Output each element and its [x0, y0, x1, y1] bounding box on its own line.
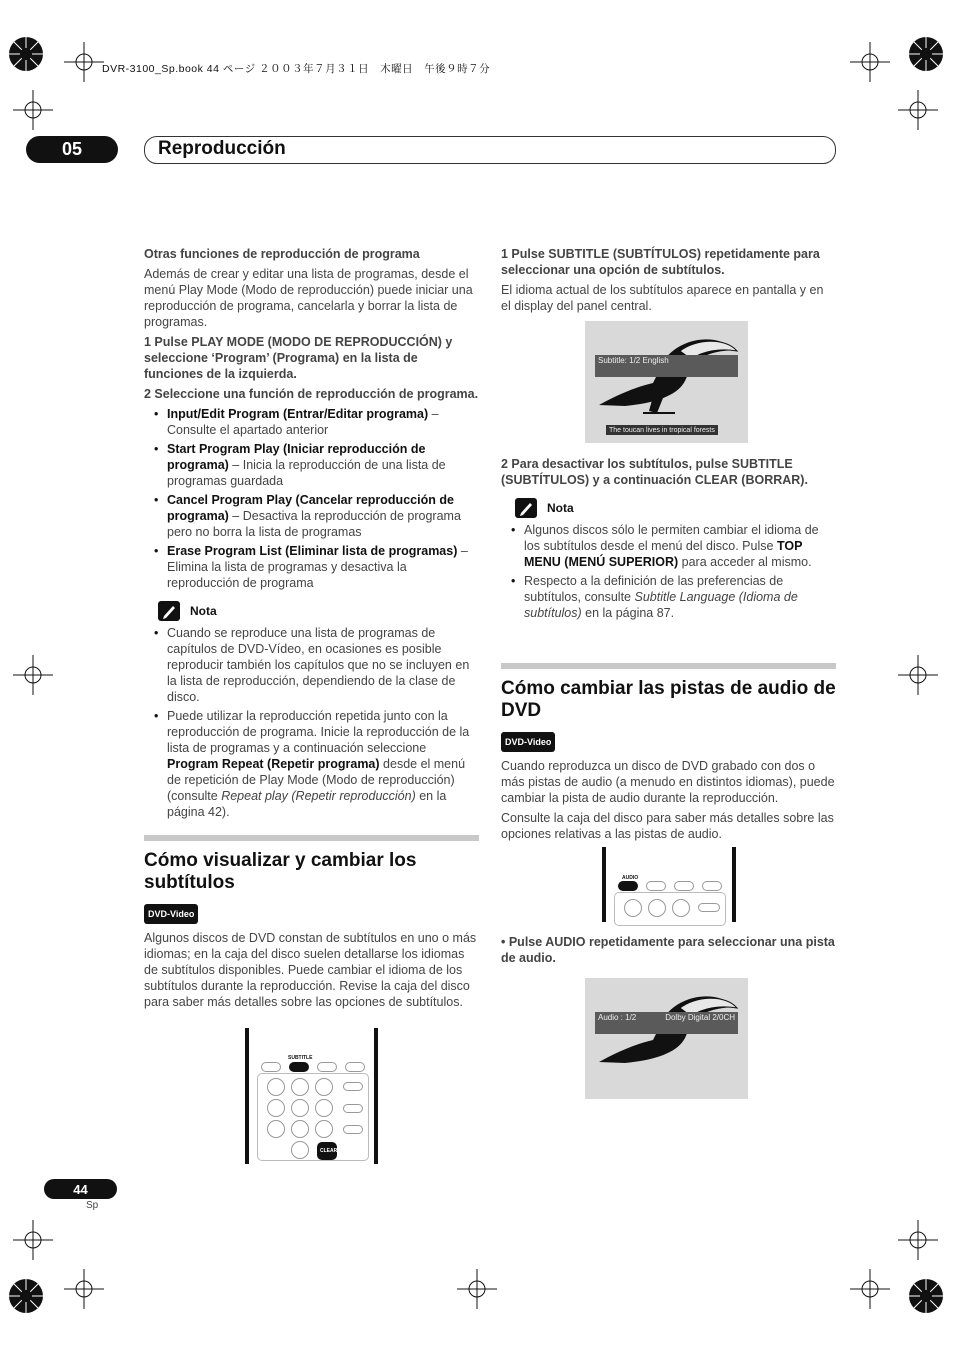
crosshair-mark-left-middle [13, 655, 53, 695]
crosshair-mark-left-lower [13, 1220, 53, 1260]
bullet-label: Erase Program List (Eliminar lista de programas) [167, 544, 458, 558]
registration-mark-top-left [6, 34, 46, 74]
note-item [144, 708, 479, 820]
subtitle-step-2: 2 Para desactivar los subtítulos, pulse SUBTITLE (SUBTÍTULOS) y a continuación CLEAR (BORRAR). [501, 457, 808, 487]
subtitle-step-1-body: El idioma actual de los subtítulos aparece en pantalla y en el display del panel central. [501, 283, 824, 313]
remote-illustration-audio [602, 847, 736, 922]
step-1-play-mode: 1 Pulse PLAY MODE (MODO DE REPRODUCCIÓN) y seleccione ‘Program’ (Programa) en la lista de funciones de la izquierda. [144, 335, 453, 381]
clear-button-label: CLEAR [320, 1148, 338, 1154]
nota-label: Nota [190, 604, 217, 618]
step-2-select-function: 2 Seleccione una función de reproducción de programa. [144, 387, 479, 401]
bullet-label: Cancel Program Play (Cancelar reproducción de programa) [167, 493, 454, 523]
audio-button-label: AUDIO [622, 875, 639, 881]
audio-osd-format: Dolby Digital 2/0CH [665, 1013, 735, 1022]
note-italic: Repeat play (Repetir reproducción) [221, 789, 416, 803]
registration-mark-bottom-right [906, 1276, 946, 1316]
other-functions-intro: Además de crear y editar una lista de programas, desde el menú Play Mode (Modo de reproducción) puede iniciar una reproducción de programa, cancelarla y borrar la lista de programas. [144, 267, 473, 329]
toucan-image [585, 978, 748, 1099]
subtitles-section-title: Cómo visualizar y cambiar los subtítulos [144, 850, 417, 893]
note-italic: Subtitle Language (Idioma de subtítulos) [524, 590, 798, 620]
bullet-text: – Desactiva la reproducción de programa pero no borra la lista de programas [167, 509, 461, 539]
subtitle-step-1: 1 Pulse SUBTITLE (SUBTÍTULOS) repetidamente para seleccionar una opción de subtítulos. [501, 247, 820, 277]
remote-button [343, 1104, 363, 1113]
left-column [144, 246, 479, 1014]
crosshair-mark-right-upper [898, 90, 938, 130]
remote-number-key [315, 1099, 333, 1117]
note-item [501, 522, 836, 570]
nota-label: Nota [547, 501, 574, 515]
subtitle-remote-button [289, 1062, 309, 1072]
remote-number-key [291, 1099, 309, 1117]
remote-button [702, 881, 722, 891]
crosshair-mark-bottom-right [850, 1269, 890, 1309]
crosshair-mark-bottom-left [64, 1269, 104, 1309]
section-rule [501, 663, 836, 669]
note-text: Respecto a la definición de las preferencias de subtítulos, consulte [524, 574, 784, 604]
note-text: en la página 87. [581, 606, 675, 620]
crosshair-mark-top-center-left [64, 42, 104, 82]
right-column-audio [501, 663, 836, 846]
note-item: • Cuando se reproduce una lista de programas de capítulos de DVD-Vídeo, en ocasiones es posible reproducir también los capítulos que no se incluyen en la lista de reproducción, dependiendo de la clase de disco. [144, 625, 479, 705]
tv-screen-audio [585, 978, 748, 1099]
crosshair-mark-right-lower [898, 1220, 938, 1260]
right-column-top [501, 246, 836, 318]
crosshair-mark-left-upper [13, 90, 53, 130]
chapter-number-badge: 05 [26, 136, 118, 163]
remote-illustration-subtitle [245, 1028, 378, 1164]
registration-mark-bottom-left [6, 1276, 46, 1316]
bullet-label: Start Program Play (Iniciar reproducción de programa) [167, 442, 426, 472]
right-column-middle [501, 456, 836, 624]
remote-number-key [624, 899, 642, 917]
nota-header [158, 601, 479, 621]
remote-number-key [672, 899, 690, 917]
note-text: para acceder al mismo. [678, 555, 812, 569]
remote-number-key [291, 1141, 309, 1159]
remote-number-key [291, 1078, 309, 1096]
remote-number-key [315, 1078, 333, 1096]
crosshair-mark-top-right [850, 42, 890, 82]
audio-step-instruction: • Pulse AUDIO repetidamente para seleccionar una pista de audio. [501, 935, 835, 965]
remote-button [343, 1125, 363, 1134]
chapter-title: Reproducción [158, 138, 286, 159]
list-item [144, 406, 479, 438]
subtitle-caption: The toucan lives in tropical forests [606, 425, 718, 435]
pencil-note-icon [515, 498, 537, 518]
subtitle-button-label: SUBTITLE [288, 1055, 313, 1061]
list-item [144, 492, 479, 540]
note-text: Puede utilizar la reproducción repetida junto con la reproducción de programa. Inicie la reproducción de la lista de programas y a continuación seleccione [167, 709, 470, 755]
note-text: Algunos discos sólo le permiten cambiar el idioma de los subtítulos desde el menú del disco. Pulse [524, 523, 819, 553]
print-header: DVR-3100_Sp.book 44 ページ ２００３年７月３１日 木曜日 午後９時７分 [102, 63, 491, 75]
bullet-text: – Inicia la reproducción de una lista de programas guardada [167, 458, 446, 488]
note-text: en la página 42). [167, 789, 447, 819]
page-number-badge: 44 [44, 1179, 117, 1199]
other-functions-heading: Otras funciones de reproducción de programa [144, 247, 420, 261]
bullet-label: Input/Edit Program (Entrar/Editar programa) [167, 407, 429, 421]
audio-section-title: Cómo cambiar las pistas de audio de DVD [501, 678, 836, 721]
audio-osd-bar [595, 1012, 738, 1034]
dvd-video-badge: DVD-Video [144, 904, 198, 924]
note-item [501, 573, 836, 621]
remote-number-key [291, 1120, 309, 1138]
note-bold: Program Repeat (Repetir programa) [167, 757, 380, 771]
remote-number-key [267, 1099, 285, 1117]
crosshair-mark-right-middle [898, 655, 938, 695]
remote-button [698, 903, 720, 912]
audio-step [501, 934, 836, 970]
remote-button [345, 1062, 365, 1072]
subtitle-osd-bar: Subtitle: 1/2 English [595, 355, 738, 377]
nota-header [515, 498, 836, 518]
subtitles-section-body: Algunos discos de DVD constan de subtítulos en uno o más idiomas; en la caja del disco suelen detallarse los idiomas de subtítulos disponibles. Puede cambiar el idioma de los subtítulos durante la reproducción. Revise la caja del disco para saber más detalles sobre las opciones de subtítulos. [144, 931, 477, 1009]
remote-number-key [315, 1120, 333, 1138]
list-item [144, 543, 479, 591]
crosshair-mark-bottom-center [457, 1269, 497, 1309]
audio-remote-button [618, 881, 638, 891]
remote-number-key [267, 1078, 285, 1096]
audio-section-body-1: Cuando reproduzca un disco de DVD grabado con dos o más pistas de audio (a menudo en distintos idiomas), puede cambiar la pista de audio durante la reproducción. [501, 759, 835, 805]
page-language: Sp [86, 1200, 99, 1211]
remote-button [261, 1062, 281, 1072]
registration-mark-top-right [906, 34, 946, 74]
dvd-video-badge: DVD-Video [501, 732, 555, 752]
bullet-text: – Elimina la lista de programas y desactiva la reproducción de programa [167, 544, 468, 590]
section-rule [144, 835, 479, 841]
pencil-note-icon [158, 601, 180, 621]
audio-osd-track: Audio : 1/2 [598, 1013, 637, 1022]
bullet-text: – Consulte el apartado anterior [167, 407, 439, 437]
note-bold: TOP MENU (MENÚ SUPERIOR) [524, 539, 803, 569]
remote-number-key [648, 899, 666, 917]
remote-button [674, 881, 694, 891]
tv-screen-subtitle [585, 321, 748, 443]
list-item [144, 441, 479, 489]
note-text: desde el menú de repetición de Play Mode (Modo de reproducción) (consulte [167, 757, 466, 803]
remote-button [317, 1062, 337, 1072]
remote-button [343, 1082, 363, 1091]
remote-number-key [267, 1120, 285, 1138]
remote-button [646, 881, 666, 891]
audio-section-body-2: Consulte la caja del disco para saber más detalles sobre las opciones relativas a las pistas de audio. [501, 811, 834, 841]
